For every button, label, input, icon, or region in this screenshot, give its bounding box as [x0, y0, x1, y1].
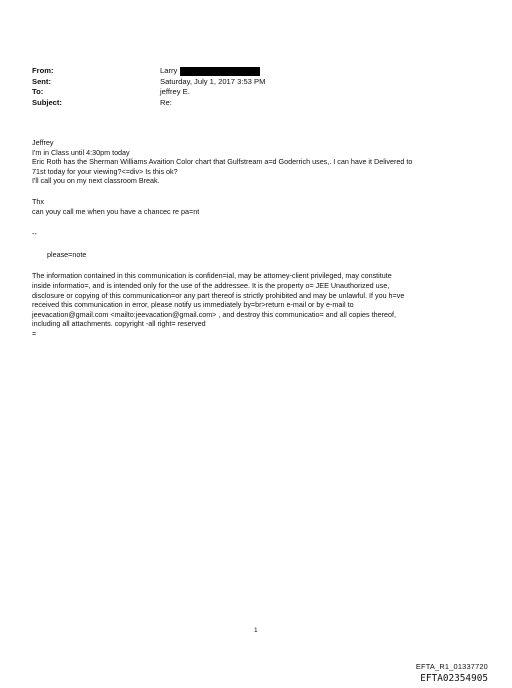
disclaimer-line-3: disclosure or copying of this communication=or any part thereof is strictly prohibited and may be unlawful. If you h=ve [32, 290, 405, 300]
reply-line: can youy call me when you have a chancec re pa=nt [32, 206, 200, 216]
email-body [32, 138, 492, 339]
body-line-4: I'll call you on my next classroom Break. [32, 176, 160, 186]
disclaimer [32, 271, 492, 329]
from-label: From: [32, 66, 54, 75]
body-line-1: I'm in Class until 4:30pm today [32, 147, 130, 157]
bates-stamp-2: EFTA02354905 [420, 673, 488, 684]
subject-row [32, 98, 265, 109]
equals-line: = [32, 328, 37, 338]
bates-stamp-1: EFTA_R1_01337720 [415, 662, 488, 671]
email-header [32, 66, 265, 108]
greeting: Jeffrey [32, 138, 54, 147]
page-number: 1 [254, 627, 258, 634]
to-row [32, 87, 265, 98]
subject-label: Subject: [32, 97, 62, 107]
body-line-3: 71st today for your viewing?<=div> Is this ok? [32, 166, 178, 176]
redaction-box [180, 67, 260, 76]
thx-line: Thx [32, 196, 44, 206]
sent-value: Saturday, July 1, 2017 3:53 PM [160, 76, 266, 86]
disclaimer-line-2: inside informatio=, and is intended only for the use of the addressee. It is the property o= JEE Unauthorized use, [32, 280, 390, 290]
subject-value: Re: [160, 97, 172, 107]
separator-dashes: -- [32, 229, 37, 239]
please-note: please=note [47, 249, 87, 259]
sent-label: Sent: [32, 76, 51, 86]
to-label: To: [32, 87, 44, 97]
from-value-wrap [160, 66, 260, 77]
sent-row [32, 77, 265, 88]
disclaimer-line-4: received this communication in error, please notify us immediately by=br>return e-mail or by e-mail to [32, 300, 354, 310]
disclaimer-line-6: including all attachments. copyright -all right= reserved [32, 319, 206, 329]
from-value: Larry [160, 66, 178, 75]
to-value: jeffrey E. [160, 87, 190, 97]
body-line-2: Eric Roth has the Sherman Williams Avaition Color chart that Gulfstream a=d Goderrich uses,. I can have it Delivered to [32, 157, 413, 167]
disclaimer-line-5: jeevacation@gmail.com <mailto:jeevacation@gmail.com> , and destroy this communicatio= and all copies thereof, [32, 309, 396, 319]
disclaimer-line-1: The information contained in this communication is confiden=ial, may be attorney-client privileged, may constitute [32, 271, 392, 281]
from-row [32, 66, 265, 77]
